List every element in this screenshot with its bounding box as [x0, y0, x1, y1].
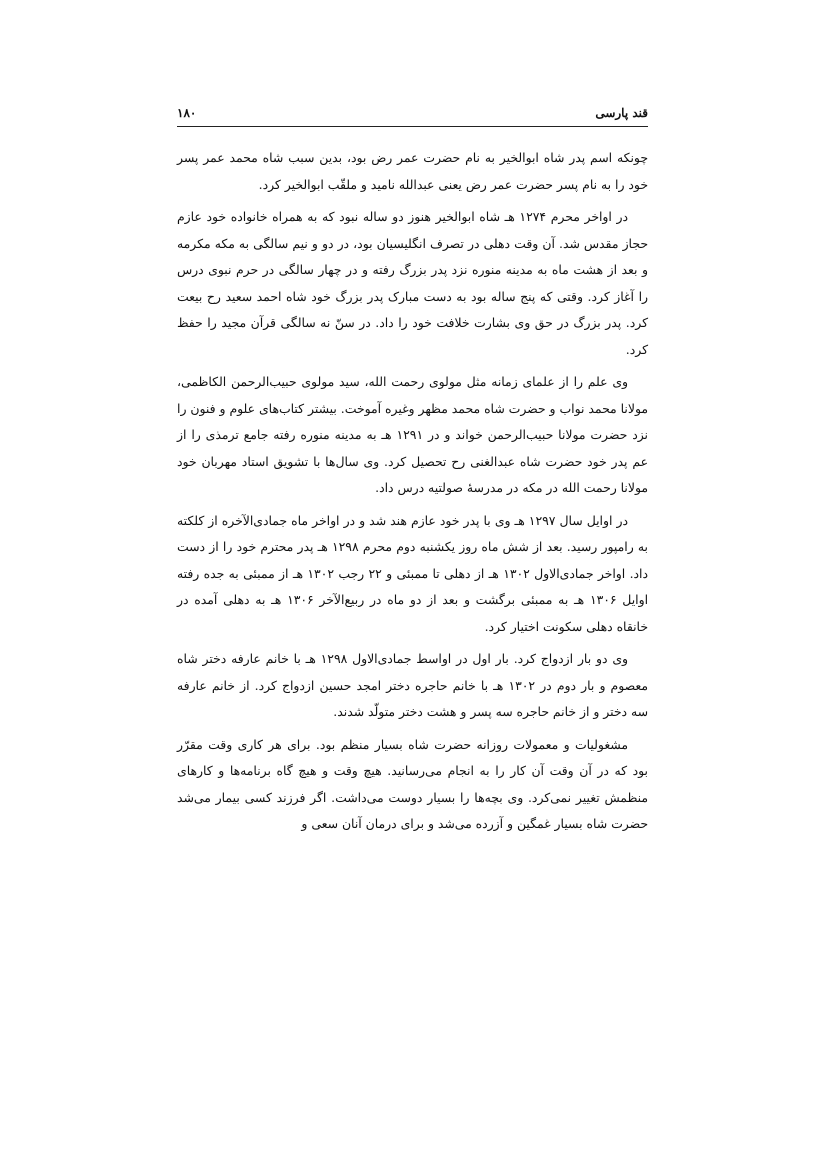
paragraph-1: چونکه اسم پدر شاه ابوالخیر به نام حضرت عمر رض بود، بدین سبب شاه محمد عمر پسر خود را به نام پسر حضرت عمر رض یعنی عبدالله نامید و ملقّب ابوالخیر کرد. — [177, 150, 648, 192]
page-number: ۱۸۰ — [177, 106, 197, 120]
paragraph-5: وی دو بار ازدواج کرد. بار اول در اواسط جمادی‌الاول ۱۲۹۸ هـ با خانم عارفه دختر شاه معصوم و بار دوم در ۱۳۰۲ هـ با خانم حاجره دختر امجد حسین ازدواج کرد. از خانم عارفه سه دختر و از خانم حاجره سه پسر و هشت دختر متولّد شدند. — [177, 651, 648, 719]
paragraph-4: در اوایل سال ۱۲۹۷ هـ وی با پدر خود عازم هند شد و در اواخر ماه جمادی‌الآخره از کلکته به رامپور رسید. بعد از شش ماه روز یکشنبه دوم محرم ۱۲۹۸ هـ پدر محترم خود را از دست داد. اواخر جمادی‌الاول ۱۳۰۲ هـ از دهلی تا ممبئی و ۲۲ رجب ۱۳۰۲ هـ از ممبئی به جده رفته اوایل ۱۳۰۶ هـ به ممبئی برگشت و بعد از دو ماه در ربیع‌الآخر ۱۳۰۶ هـ به دهلی آمده در خانقاه دهلی سکونت اختیار کرد. — [177, 512, 649, 634]
paragraph-2: در اواخر محرم ۱۲۷۴ هـ شاه ابوالخیر هنوز دو ساله نبود که به همراه خانواده خود عازم حجاز مقدس شد. آن وقت دهلی در تصرف انگلیسیان بود، در دو و نیم سالگی به مکه مکرمه و بعد از هشت ماه به مدینه منوره نزد پدر بزرگ رفته و در چهار سالگی در حرم نبوی درس را آغاز کرد. وقتی که پنج ساله بود به دست مبارک پدر بزرگ خود شاه احمد سعید رح بیعت کرد. پدر بزرگ در حق وی بشارت خلافت خود را داد. در سنّ نه سالگی قرآن مجید را حفظ کرد. — [177, 209, 648, 357]
paragraph-3: وی علم را از علمای زمانه مثل مولوی رحمت الله، سید مولوی حبیب‌الرحمن الکاظمی، مولانا محمد نواب و حضرت شاه محمد مظهر وغیره آموخت. بیشتر کتاب‌های علوم و فنون را نزد حضرت مولانا حبیب‌الرحمن خواند و در ۱۲۹۱ هـ به مدینه منوره رفته جامع ترمذی را از عم پدر خود حضرت شاه عبدالغنی رح تحصیل کرد. وی سال‌ها با تشویق استاد مهربان خود مولانا رحمت الله در مکه در مدرسهٔ صولتیه درس داد. — [177, 374, 648, 495]
running-header — [177, 104, 648, 127]
paragraph-6: مشغولیات و معمولات روزانه حضرت شاه بسیار منظم بود. برای هر کاری وقت مقرّر بود که در آن وقت آن کار را به انجام می‌رسانید. هیچ وقت و هیچ گاه برنامه‌ها و کارهای منظمش تغییر نمی‌کرد. وی بچه‌ها را بسیار دوست می‌داشت. اگر فرزند کسی بیمار می‌شد حضرت شاه بسیار غمگین و آزرده می‌شد و برای درمان آنان سعی و — [177, 736, 648, 831]
body-text — [177, 145, 648, 844]
journal-title: قند پارسی — [595, 106, 648, 120]
